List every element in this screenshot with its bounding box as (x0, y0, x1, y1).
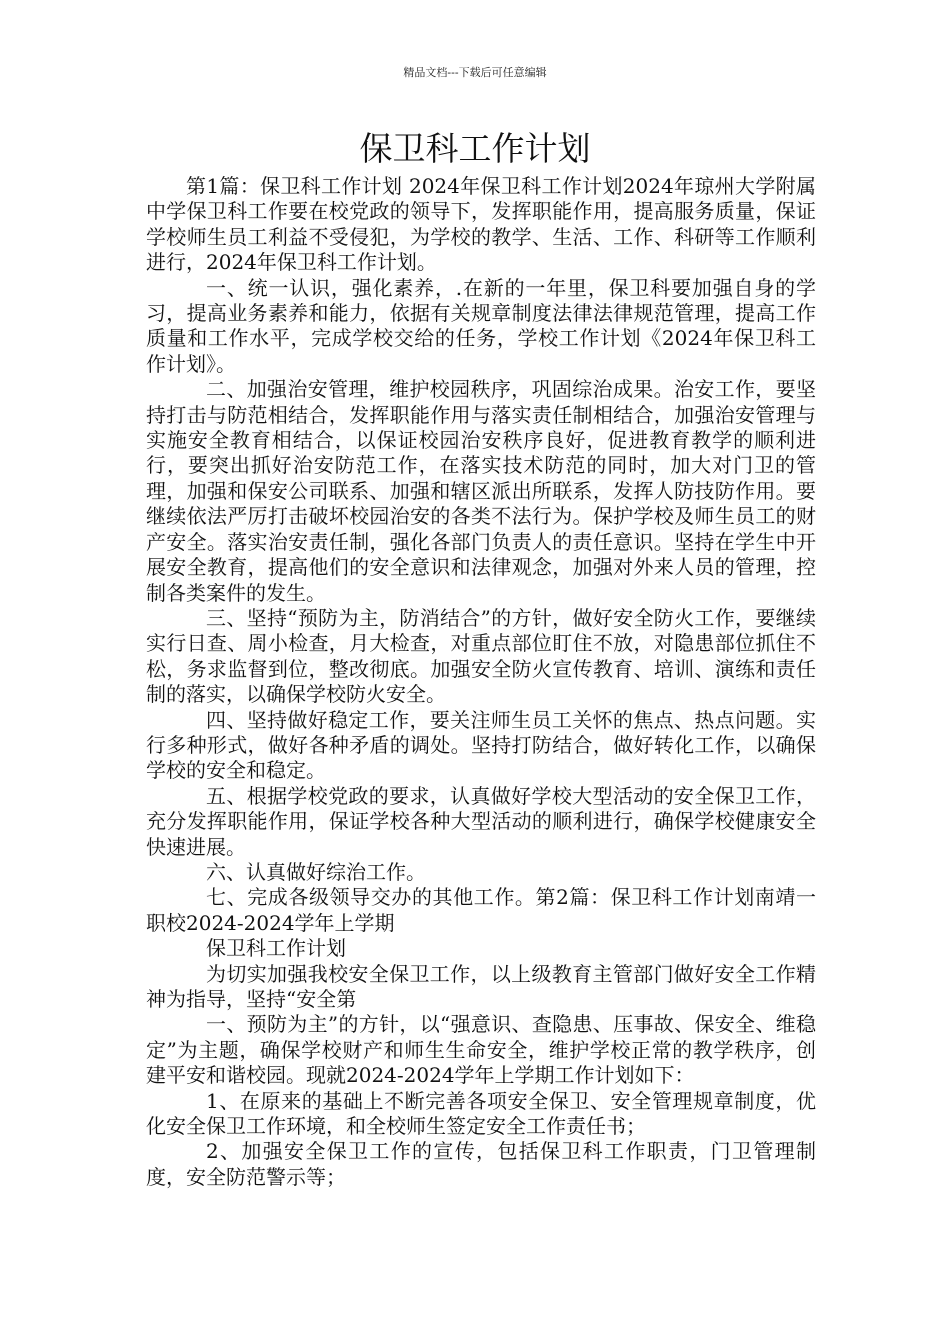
paragraph-section-2: 二、加强治安管理，维护校园秩序，巩固综治成果。治安工作，要坚持打击与防范相结合，发挥职能作用与落实责任制相结合，加强治安管理与实施安全教育相结合，以保证校园治安秩序良好，促进教育教学的顺利进行，要突出抓好治安防范工作，在落实技术防范的同时，加大对门卫的管理，加强和保安公司联系、加强和辖区派出所联系，发挥人防技防作用。要继续依法严厉打击破坏校园治安的各类不法行为。保护学校及师生员工的财产安全。落实治安责任制，强化各部门负责人的责任意识。坚持在学生中开展安全教育，提高他们的安全意识和法律观念，加强对外来人员的管理，控制各类案件的发生。 (146, 377, 816, 605)
paragraph-section-6: 六、认真做好综治工作。 (206, 859, 426, 884)
document-title: 保卫科工作计划 (359, 129, 591, 168)
paragraph-section-4: 四、坚持做好稳定工作，要关注师生员工关怀的焦点、热点问题。实行多种形式，做好各种矛盾的调处。坚持打防结合，做好转化工作，以确保学校的安全和稳定。 (146, 707, 816, 783)
paragraph-plan-intro: 为切实加强我校安全保卫工作，以上级教育主管部门做好安全工作精神为指导，坚持“安全第 (146, 961, 816, 1011)
paragraph-section-7: 七、完成各级领导交办的其他工作。第2篇：保卫科工作计划南靖一职校2024-2024学年上学期 (146, 885, 816, 935)
paragraph-subtitle: 保卫科工作计划 (206, 936, 346, 961)
page-header-note: 精品文档---下载后可任意编辑 (403, 66, 547, 79)
paragraph-section-3: 三、坚持“预防为主，防消结合”的方针，做好安全防火工作，要继续实行日查、周小检查，月大检查，对重点部位盯住不放，对隐患部位抓住不松，务求监督到位，整改彻底。加强安全防火宣传教育、培训、演练和责任制的落实，以确保学校防火安全。 (146, 605, 816, 707)
paragraph-intro: 第1篇：保卫科工作计划 2024年保卫科工作计划2024年琼州大学附属中学保卫科工作要在校党政的领导下，发挥职能作用，提高服务质量，保证学校师生员工利益不受侵犯，为学校的教学、生活、工作、科研等工作顺利进行，2024年保卫科工作计划。 (146, 174, 816, 275)
document-body (146, 174, 816, 1190)
paragraph-plan-item-1: 1、在原来的基础上不断完善各项安全保卫、安全管理规章制度，优化安全保卫工作环境，和全校师生签定安全工作责任书； (146, 1088, 816, 1139)
paragraph-plan-principle: 一、预防为主”的方针，以“强意识、查隐患、压事故、保安全、维稳定”为主题，确保学校财产和师生生命安全，维护学校正常的教学秩序，创建平安和谐校园。现就2024-2024学年上学期工作计划如下： (146, 1012, 816, 1088)
paragraph-section-5: 五、根据学校党政的要求，认真做好学校大型活动的安全保卫工作，充分发挥职能作用，保证学校各种大型活动的顺利进行，确保学校健康安全快速进展。 (146, 783, 816, 859)
paragraph-section-1: 一、统一认识，强化素养，.在新的一年里，保卫科要加强自身的学习，提高业务素养和能力，依据有关规章制度法律法律规范管理，提高工作质量和工作水平，完成学校交给的任务，学校工作计划《2024年保卫科工作计划》。 (146, 275, 816, 376)
paragraph-plan-item-2: 2、加强安全保卫工作的宣传，包括保卫科工作职责，门卫管理制度，安全防范警示等； (146, 1139, 816, 1189)
